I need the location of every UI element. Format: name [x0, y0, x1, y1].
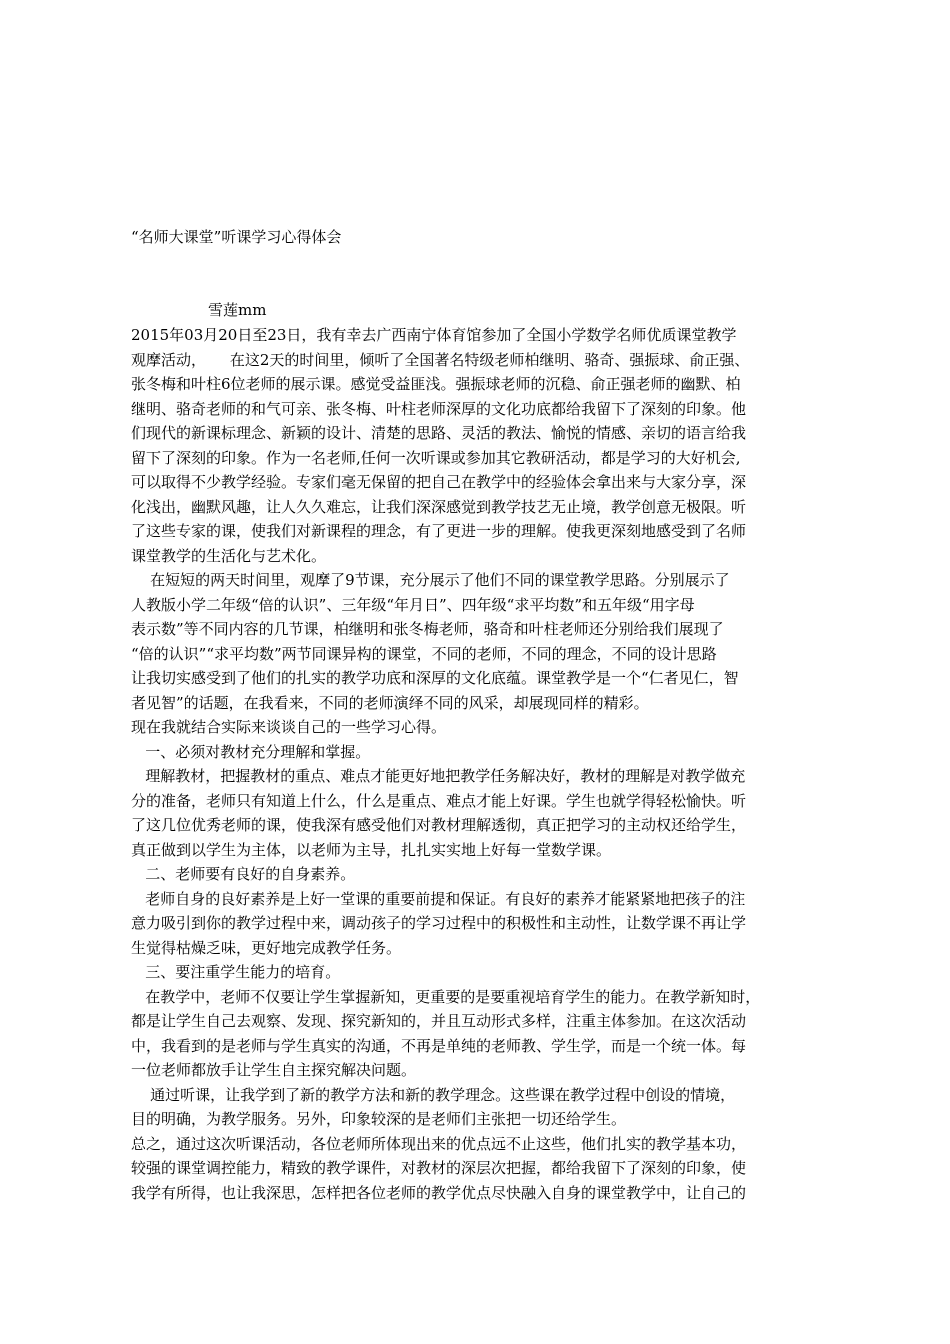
body-text-line: 张冬梅和叶柱6位老师的展示课。感觉受益匪浅。强振球老师的沉稳、俞正强老师的幽默、柏	[131, 375, 741, 393]
body-text-line: 理解教材，把握教材的重点、难点才能更好地把教学任务解决好，教材的理解是对教学做充	[131, 767, 746, 785]
body-text-line: 了这几位优秀老师的课，使我深有感受他们对教材理解透彻，真正把学习的主动权还给学生，	[131, 816, 747, 834]
document-author: 雪莲mm	[208, 301, 267, 319]
document-title: “名师大课堂”听课学习心得体会	[131, 228, 342, 246]
body-text-line: 意力吸引到你的教学过程中来，调动孩子的学习过程中的积极性和主动性，让数学课不再让学	[131, 914, 747, 932]
body-text-line: 通过听课，让我学到了新的教学方法和新的教学理念。这些课在教学过程中创设的情境，	[131, 1085, 736, 1104]
body-text-line: 让我切实感受到了他们的扎实的教学功底和深厚的文化底蕴。课堂教学是一个“仁者见仁，智	[131, 669, 739, 687]
body-text-line: 表示数”等不同内容的几节课，柏继明和张冬梅老师，骆奇和叶柱老师还分别给我们展现了	[131, 620, 724, 638]
body-text-line: 一位老师都放手让学生自主探究解决问题。	[131, 1061, 417, 1079]
body-text-line: 现在我就结合实际来谈谈自己的一些学习心得。	[131, 718, 447, 736]
body-text-line: 者见智”的话题，在我看来，不同的老师演绎不同的风采，却展现同样的精彩。	[131, 693, 649, 712]
body-text-line: 分的准备，老师只有知道上什么，什么是重点、难点才能上好课。学生也就学得轻松愉快。听	[131, 791, 747, 810]
body-text-line: 生觉得枯燥乏味，更好地完成教学任务。	[131, 938, 402, 957]
body-text-line: 较强的课堂调控能力，精致的教学课件，对教材的深层次把握，都给我留下了深刻的印象，使	[131, 1159, 747, 1177]
body-text-line: 可以取得不少教学经验。专家们毫无保留的把自己在教学中的经验体会拿出来与大家分享，深	[131, 473, 747, 491]
body-text-line: 总之，通过这次听课活动，各位老师所体现出来的优点远不止这些，他们扎实的教学基本功，	[131, 1134, 747, 1153]
body-text-line: 都是让学生自己去观察、发现、探究新知的，并且互动形式多样，注重主体参加。在这次活动	[131, 1012, 747, 1030]
body-text-line: 二、老师要有良好的自身素养。	[131, 865, 356, 883]
document-body	[131, 323, 831, 1205]
body-text-line: 观摩活动， 在这2天的时间里，倾听了全国著名特级老师柏继明、骆奇、强振球、俞正强、	[131, 350, 750, 369]
body-text-line: 一、必须对教材充分理解和掌握。	[131, 742, 371, 761]
body-text-line: 我学有所得，也让我深思，怎样把各位老师的教学优点尽快融入自身的课堂教学中，让自己的	[131, 1183, 747, 1202]
body-text-line: 目的明确，为教学服务。另外，印象较深的是老师们主张把一切还给学生。	[131, 1110, 627, 1128]
body-text-line: “倍的认识”“求平均数”两节同课异构的课堂，不同的老师，不同的理念，不同的设计思路	[131, 644, 717, 663]
body-text-line: 真正做到以学生为主体，以老师为主导，扎扎实实地上好每一堂数学课。	[131, 840, 612, 859]
body-text-line: 继明、骆奇老师的和气可亲、张冬梅、叶柱老师深厚的文化功底都给我留下了深刻的印象。他	[131, 399, 747, 418]
body-text-line: 人教版小学二年级“倍的认识”、三年级“年月日”、四年级“求平均数”和五年级“用字母	[131, 595, 695, 614]
body-text-line: 在短短的两天时间里，观摩了9节课，充分展示了他们不同的课堂教学思路。分别展示了	[131, 571, 730, 589]
body-text-line: 老师自身的良好素养是上好一堂课的重要前提和保证。有良好的素养才能紧紧地把孩子的注	[131, 889, 746, 908]
body-text-line: 化浅出，幽默风趣，让人久久难忘，让我们深深感觉到教学技艺无止境，教学创意无极限。听	[131, 497, 747, 516]
body-text-line: 们现代的新课标理念、新颖的设计、清楚的思路、灵活的教法、愉悦的情感、亲切的语言给我	[131, 424, 747, 442]
body-text-line: 中，我看到的是老师与学生真实的沟通，不再是单纯的老师教、学生学，而是一个统一体。每	[131, 1036, 747, 1055]
body-text-line: 在教学中，老师不仅要让学生掌握新知，更重要的是要重视培育学生的能力。在教学新知时，	[131, 987, 761, 1006]
body-text-line: 了这些专家的课，使我们对新课程的理念，有了更进一步的理解。使我更深刻地感受到了名师	[131, 522, 747, 540]
body-text-line: 2015年03月20日至23日，我有幸去广西南宁体育馆参加了全国小学数学名师优质课堂教学	[131, 326, 737, 344]
body-text-line: 留下了深刻的印象。作为一名老师,任何一次听课或参加其它教研活动，都是学习的大好机会,	[131, 448, 741, 467]
body-text-line: 课堂教学的生活化与艺术化。	[131, 546, 327, 565]
body-text-line: 三、要注重学生能力的培育。	[131, 963, 341, 981]
